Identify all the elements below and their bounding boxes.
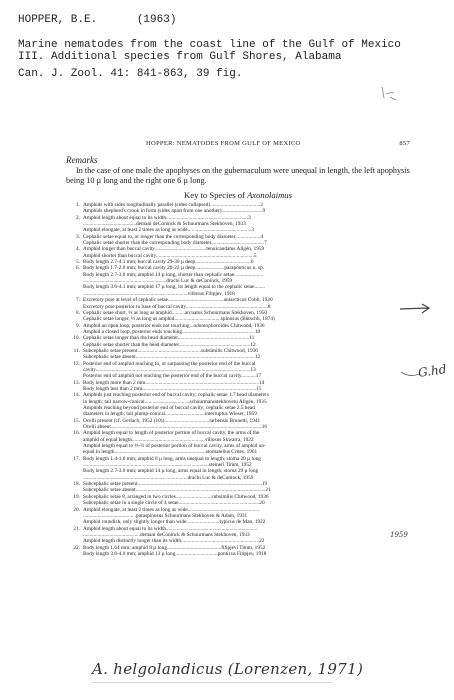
key-entry-text: Amphids reaching beyond posterior end of buccal cavity; cephalic setae 2.5 head (83, 405, 255, 411)
card-title-line-1: Marine nematodes from the coast line of the Gulf of Mexico (18, 39, 401, 51)
key-entry-text: Subcephalic setae present..............................................................................................19 (83, 481, 268, 488)
key-entry-text: Amphid roundish, only slightly longer than wide.........................typicus de Man, 1922 (83, 519, 266, 526)
key-entry-text: Amphid an open loop, posterior ends not touching...odontophoroides Chitwood, 1936 (83, 322, 265, 329)
key-entry-text: Excretory pore posterior to base of buccal cavity..............................................................8 (83, 303, 271, 310)
key-entry-text: Body length more than 2 mm......................................................................................14 (83, 379, 265, 386)
key-entry-text: Body length 1.7-2.0 mm; buccal cavity 20-22 µ deep......................paraponticus n. sp. (83, 265, 265, 272)
margin-note: G.hd (417, 362, 448, 380)
key-entry-number: 7. (76, 297, 80, 304)
card-title-line-2: III. Additional species from Gulf Shores, Alabama (18, 51, 342, 63)
key-entry-number: 3. (76, 233, 80, 240)
key-entry-text: Excretory pore at level of cephalic setae..........................................antarcticus Cobb, 1930 (83, 297, 273, 304)
key-title-genus: Axonolaimus (247, 190, 292, 200)
key-entry-text: Amphid elongate, at least 2 times as long as wide...................................................... (83, 506, 260, 513)
key-entry-text: ...............................................................................villosus Filipjev, 1918 (83, 290, 235, 297)
underline-mark (92, 682, 332, 683)
card-citation: Can. J. Zool. 41: 841-863, 39 fig. (18, 68, 243, 80)
key-entry-number: 16. (73, 430, 80, 437)
key-entry (66, 551, 410, 557)
key-entry-text: Amphid shorter than buccal cavity..........................................................................5 (83, 252, 257, 259)
remarks-heading: Remarks (66, 155, 98, 165)
margin-bracket-icon (400, 370, 420, 380)
year-note: 1959 (390, 531, 408, 539)
key-entry-text: Subcephalic setae absent..........................................................................................12 (83, 354, 261, 361)
key-entry-text: Ocelli present (cf. Gerlach, 1952 (10))..................................tarbensis Brunetti, 1941 (83, 417, 261, 424)
key-entry-text: Body length 2.7-3.0 mm; amphid 14 µ long, arms equal in length; stoma 29 µ long (83, 468, 259, 475)
key-entry-number: 22. (73, 544, 80, 551)
key-entry-number: 18. (73, 481, 80, 488)
key-entry-number: 15. (73, 417, 80, 424)
key-entry-text: Amphid length equal to ⅓-½ of posterior portion of buccal cavity, arms of amphid un- (83, 443, 266, 450)
key-entry-text: ...........................................demani deConinck & Schuurmans Stekhoven, 1933 (83, 531, 250, 538)
key-entry-number: 9. (76, 322, 80, 329)
key-entry-text: Body length 1.4-1.6 mm; amphid 8 µ long, arms unequal in length; stoma 20 µ long (83, 455, 261, 462)
key-entry-text: ...............................................................drachi Luc & deConinck, 1959 (83, 278, 233, 285)
key-entry-text: Amphid length about equal to its width..............................................................3 (83, 214, 251, 221)
key-entry-text: Amphids just reaching posterior end of buccal cavity; cephalic setae 1.7 head diameters (83, 392, 269, 399)
key-entry-text: Subcephalic setae present................................................subsimilis Chitwood, 1936 (83, 347, 258, 354)
card-author-year: HOPPER, B.E. (1963) (18, 14, 177, 26)
key-entry-text: amphid of equal length.......................................................villosus Skwarra, 1922 (83, 436, 254, 443)
key-entry-number: 20. (73, 506, 80, 513)
key-entry-number: 14. (73, 392, 80, 399)
key-entry-text: ...............................................................................................steineri Timm, 1952 (83, 462, 252, 469)
pencil-arrow-icon (398, 302, 432, 316)
key-entry-text: Cephalic setae short, ⅓ as long as amphid..........arcuatus Schuurmans Stekhoven, 1950 (83, 309, 268, 316)
key-entry-text: Body length 3.6-4.0 mm; amphid 13 µ long................................ponticus Filipjev, 1918 (83, 550, 267, 557)
key-entry-text: Amphid length equal to length of posterior portion of buccal cavity, the arms of the (83, 430, 260, 437)
key-entry-text: Cephalic setae shorter than the head diameter......................................................12 (83, 341, 256, 348)
key-entry-text: Cephalic setae longer than the head diameter......................................................11 (83, 335, 255, 342)
key-entry-number: 10. (73, 335, 80, 342)
bottom-handwritten-note: A. helgolandicus (Lorenzen, 1971) (92, 660, 364, 678)
running-head (66, 140, 410, 149)
key-entry-text: equal in length.....................................................................stomatellus Crites, 1961 (83, 449, 258, 456)
key-entry-number: 4. (76, 246, 80, 253)
key-entry-number: 17. (73, 455, 80, 462)
key-entry-text: Body length 2.7-4.1 mm; buccal cavity 29-30 µ deep..........................................6 (83, 259, 254, 266)
key-entry-number: 8. (76, 309, 80, 316)
key-entry-text: in length; tail narrow-conical..................................schuurmansstekhoveni Allgén, 1935 (83, 398, 267, 405)
key-entry-text: Cephalic setae equal to, or longer than the corresponding body diameter...................4 (83, 233, 264, 240)
key-entry-text: Amphid elongate, at least 2 times as long as wide................................................3 (83, 227, 254, 234)
key-entry-text: cavity.....................................................................................................................13 (83, 366, 256, 373)
key-entry-number: 12. (73, 360, 80, 367)
key-entry-text: ...............................................................................drachi Luc & deConinck, 1959 (83, 474, 254, 481)
pencil-mark-icon (378, 84, 400, 104)
key-entry-text: Body length 2.7-3.0 mm; amphid 14 µ long, shorter than cephalic setae...................... (83, 271, 264, 278)
key-entry-text: Amphid a closed loop, posterior ends touching.......................................................10 (83, 328, 261, 335)
key-entry-text: Amphids with sides longitudinally parallel (sides collapsed)......................................2 (83, 202, 264, 208)
key-entry-number: 13. (73, 379, 80, 386)
key-entry-text: Body length less than 2 mm......................................................................................15 (83, 385, 262, 392)
key-entry-number: 21. (73, 525, 80, 532)
key-entry-text: Amphids shepherd's crook in form (sides apart from one another)...............................9 (83, 208, 266, 215)
key-entry-text: Posterior end of amphid reaching to, or surpassing the posterior end of the buccal (83, 360, 256, 367)
key-entry-number: 1. (76, 202, 80, 208)
key-entry-text: Subcephalic setae 8, arranged in two circles...........................subsimilis Chitwood, 1936 (83, 493, 269, 500)
key-entry-text: Amphid longer than buccal cavity.......................................tenuicaudatus Allgén, 1959 (83, 246, 265, 253)
page-number: 857 (399, 140, 410, 147)
key-entry-text: Cephalic setae shorter than the corresponding body diameter........................................7 (83, 240, 267, 247)
key-entry-text: ........................................demani deConinck & Schuurmans Stekhoven, 1933 (83, 221, 246, 228)
key-title (66, 190, 410, 200)
key-entry-text: Subcephalic setae absent..................................................................................................21 (83, 487, 271, 494)
key-entry-number: 19. (73, 493, 80, 500)
key-entry-text: Cephalic setae longer, ⅓ as long as amphid...................................spinosus (Bütschli, 1874) (83, 316, 275, 323)
key-entry-text: diameters in length; tail plump-conical..............................interruptus Wieser, 1959 (83, 411, 257, 418)
key-entry-text: Posterior end of amphid not reaching the posterior end of the buccal cavity...........17 (83, 373, 262, 380)
key-entry-text: Subcephalic setae in a single circle of 4 setae.............................................................20 (83, 500, 265, 507)
key-title-prefix: Key to Species of (184, 190, 248, 200)
running-head-title: HOPPER: NEMATODES FROM GULF OF MEXICO (146, 140, 301, 147)
key-entry-number: 5. (76, 259, 80, 266)
key-entry-text: Body length 3.6-4.1 mm; amphid 17 µ long, its length equal to the cephalic setae........ (83, 284, 266, 291)
key-entry-text: ........................................paraspinosus Schuurmans Stekhoven & Adam, 1931 (83, 512, 248, 519)
key-entry-text: Ocelli absent..................................................................................................................16 (83, 424, 268, 431)
key-entry-number: 6. (76, 265, 80, 272)
key-entry-text: Body length 1.64 mm; amphid 8 µ long.........................................filipjevi Timm, 1952 (83, 544, 266, 551)
key-entry-number: 11. (73, 347, 80, 354)
species-key (66, 202, 410, 557)
journal-page (66, 140, 410, 557)
key-entry-text: Amphid length distinctly longer than its width...........................................................22 (83, 538, 265, 545)
key-entry-text: Amphid length about equal to its width..................................................................... (83, 525, 258, 532)
key-entry-number: 2. (76, 214, 80, 221)
remarks-text: In the case of one male the apophyses on the gubernaculum were unequal in length, the left apophysis being 10 µ long and the right one 6 µ long. (66, 166, 410, 185)
